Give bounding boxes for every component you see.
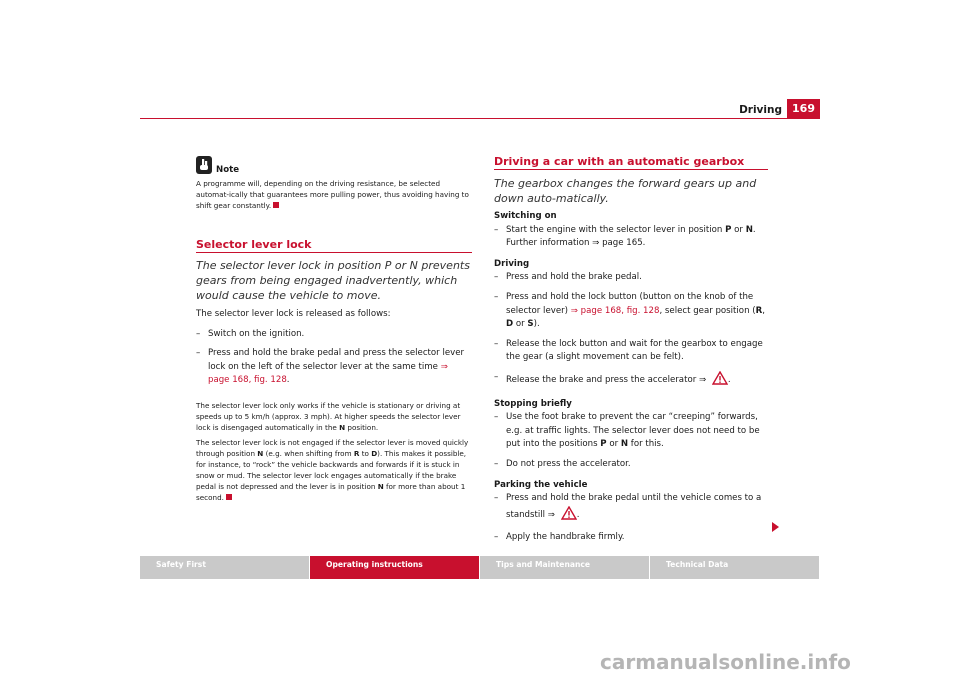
section-intro: The selector lever lock in position P or N prevents gears from being engaged inadvertently, which would cause the vehicle to move. (196, 259, 470, 302)
header-rule (140, 118, 820, 119)
section-heading-automatic-gearbox: Driving a car with an automatic gearbox (494, 155, 745, 168)
list-item: – Press and hold the brake pedal until the vehicle comes to a standstill ⇒ . (494, 492, 770, 525)
list-item: – Press and hold the brake pedal. (494, 272, 642, 283)
end-of-section-mark (226, 494, 232, 500)
warning-icon[interactable] (712, 371, 728, 391)
section-rule (494, 169, 768, 170)
watermark: carmanualsonline.info (600, 650, 851, 674)
subheading-parking: Parking the vehicle (494, 479, 588, 490)
list-item: – Switch on the ignition. (196, 328, 305, 339)
list-item: – Start the engine with the selector lever in position P or N. Further information ⇒ page 165. (494, 224, 756, 249)
section-rule (196, 252, 472, 253)
note-text: A programme will, depending on the driving resistance, be selected automat-ically that guarantees more pulling power, thus avoiding having to shift gear constantly. (196, 179, 469, 210)
list-item: – Press and hold the lock button (button on the knob of the selector lever) ⇒ page 168, fig. 128, select gear position (R, D or S). (494, 291, 765, 330)
note-label: Note (216, 165, 240, 175)
tab-tips-and-maintenance[interactable]: Tips and Maintenance (480, 556, 650, 579)
end-of-section-mark (273, 202, 279, 208)
next-page-arrow-icon[interactable] (772, 522, 779, 532)
list-item: – Release the lock button and wait for the gearbox to engage the gear (a slight movement can be felt). (494, 338, 763, 363)
list-item: – Do not press the accelerator. (494, 458, 631, 469)
subheading-stopping-briefly: Stopping briefly (494, 398, 572, 409)
section-intro: The gearbox changes the forward gears up and down auto-matically. (494, 177, 757, 205)
tab-safety-first[interactable]: Safety First (140, 556, 310, 579)
note-icon (196, 156, 212, 174)
list-item: – Press and hold the brake pedal and press the selector lever lock on the left of the selector lever at the same time ⇒ page 168, fig. 128. (196, 348, 465, 386)
tab-operating-instructions[interactable]: Operating instructions (310, 556, 480, 579)
page-number: 169 (787, 99, 820, 119)
running-header-title: Driving (739, 104, 782, 116)
info-paragraph-1: The selector lever lock only works if the vehicle is stationary or driving at speeds up to 5 km/h (approx. 3 mph). At higher speeds the selector lever lock is disengaged automatically in the N position. (196, 401, 461, 432)
list-item: – Use the foot brake to prevent the car “creeping” forwards, e.g. at traffic lights. The selector lever does not need to be put into the positions P or N for this. (494, 412, 760, 450)
footer-nav (140, 556, 820, 579)
subheading-switching-on: Switching on (494, 211, 557, 221)
list-item: – Release the brake and press the accelerator ⇒ . (494, 371, 770, 391)
cross-reference-link[interactable]: ⇒ page 168, fig. 128 (208, 361, 448, 386)
warning-icon[interactable] (561, 506, 577, 526)
subheading-driving: Driving (494, 258, 530, 269)
cross-reference-link[interactable]: ⇒ page 168, fig. 128 (570, 305, 660, 316)
section-lead: The selector lever lock is released as follows: (196, 309, 391, 319)
info-paragraph-2: The selector lever lock is not engaged if the selector lever is moved quickly through position N (e.g. when shifting from R to D). This makes it possible, for instance, to “rock” the vehicle backwards and forwards if it is stuck in snow or mud. The selector lever lock engages automatically if the brake pedal is not depressed and the lever is in position N for more than about 1 second. (196, 438, 469, 502)
tab-technical-data[interactable]: Technical Data (650, 556, 820, 579)
list-item: – Apply the handbrake firmly. (494, 532, 625, 543)
section-heading-selector-lever-lock: Selector lever lock (196, 238, 312, 251)
